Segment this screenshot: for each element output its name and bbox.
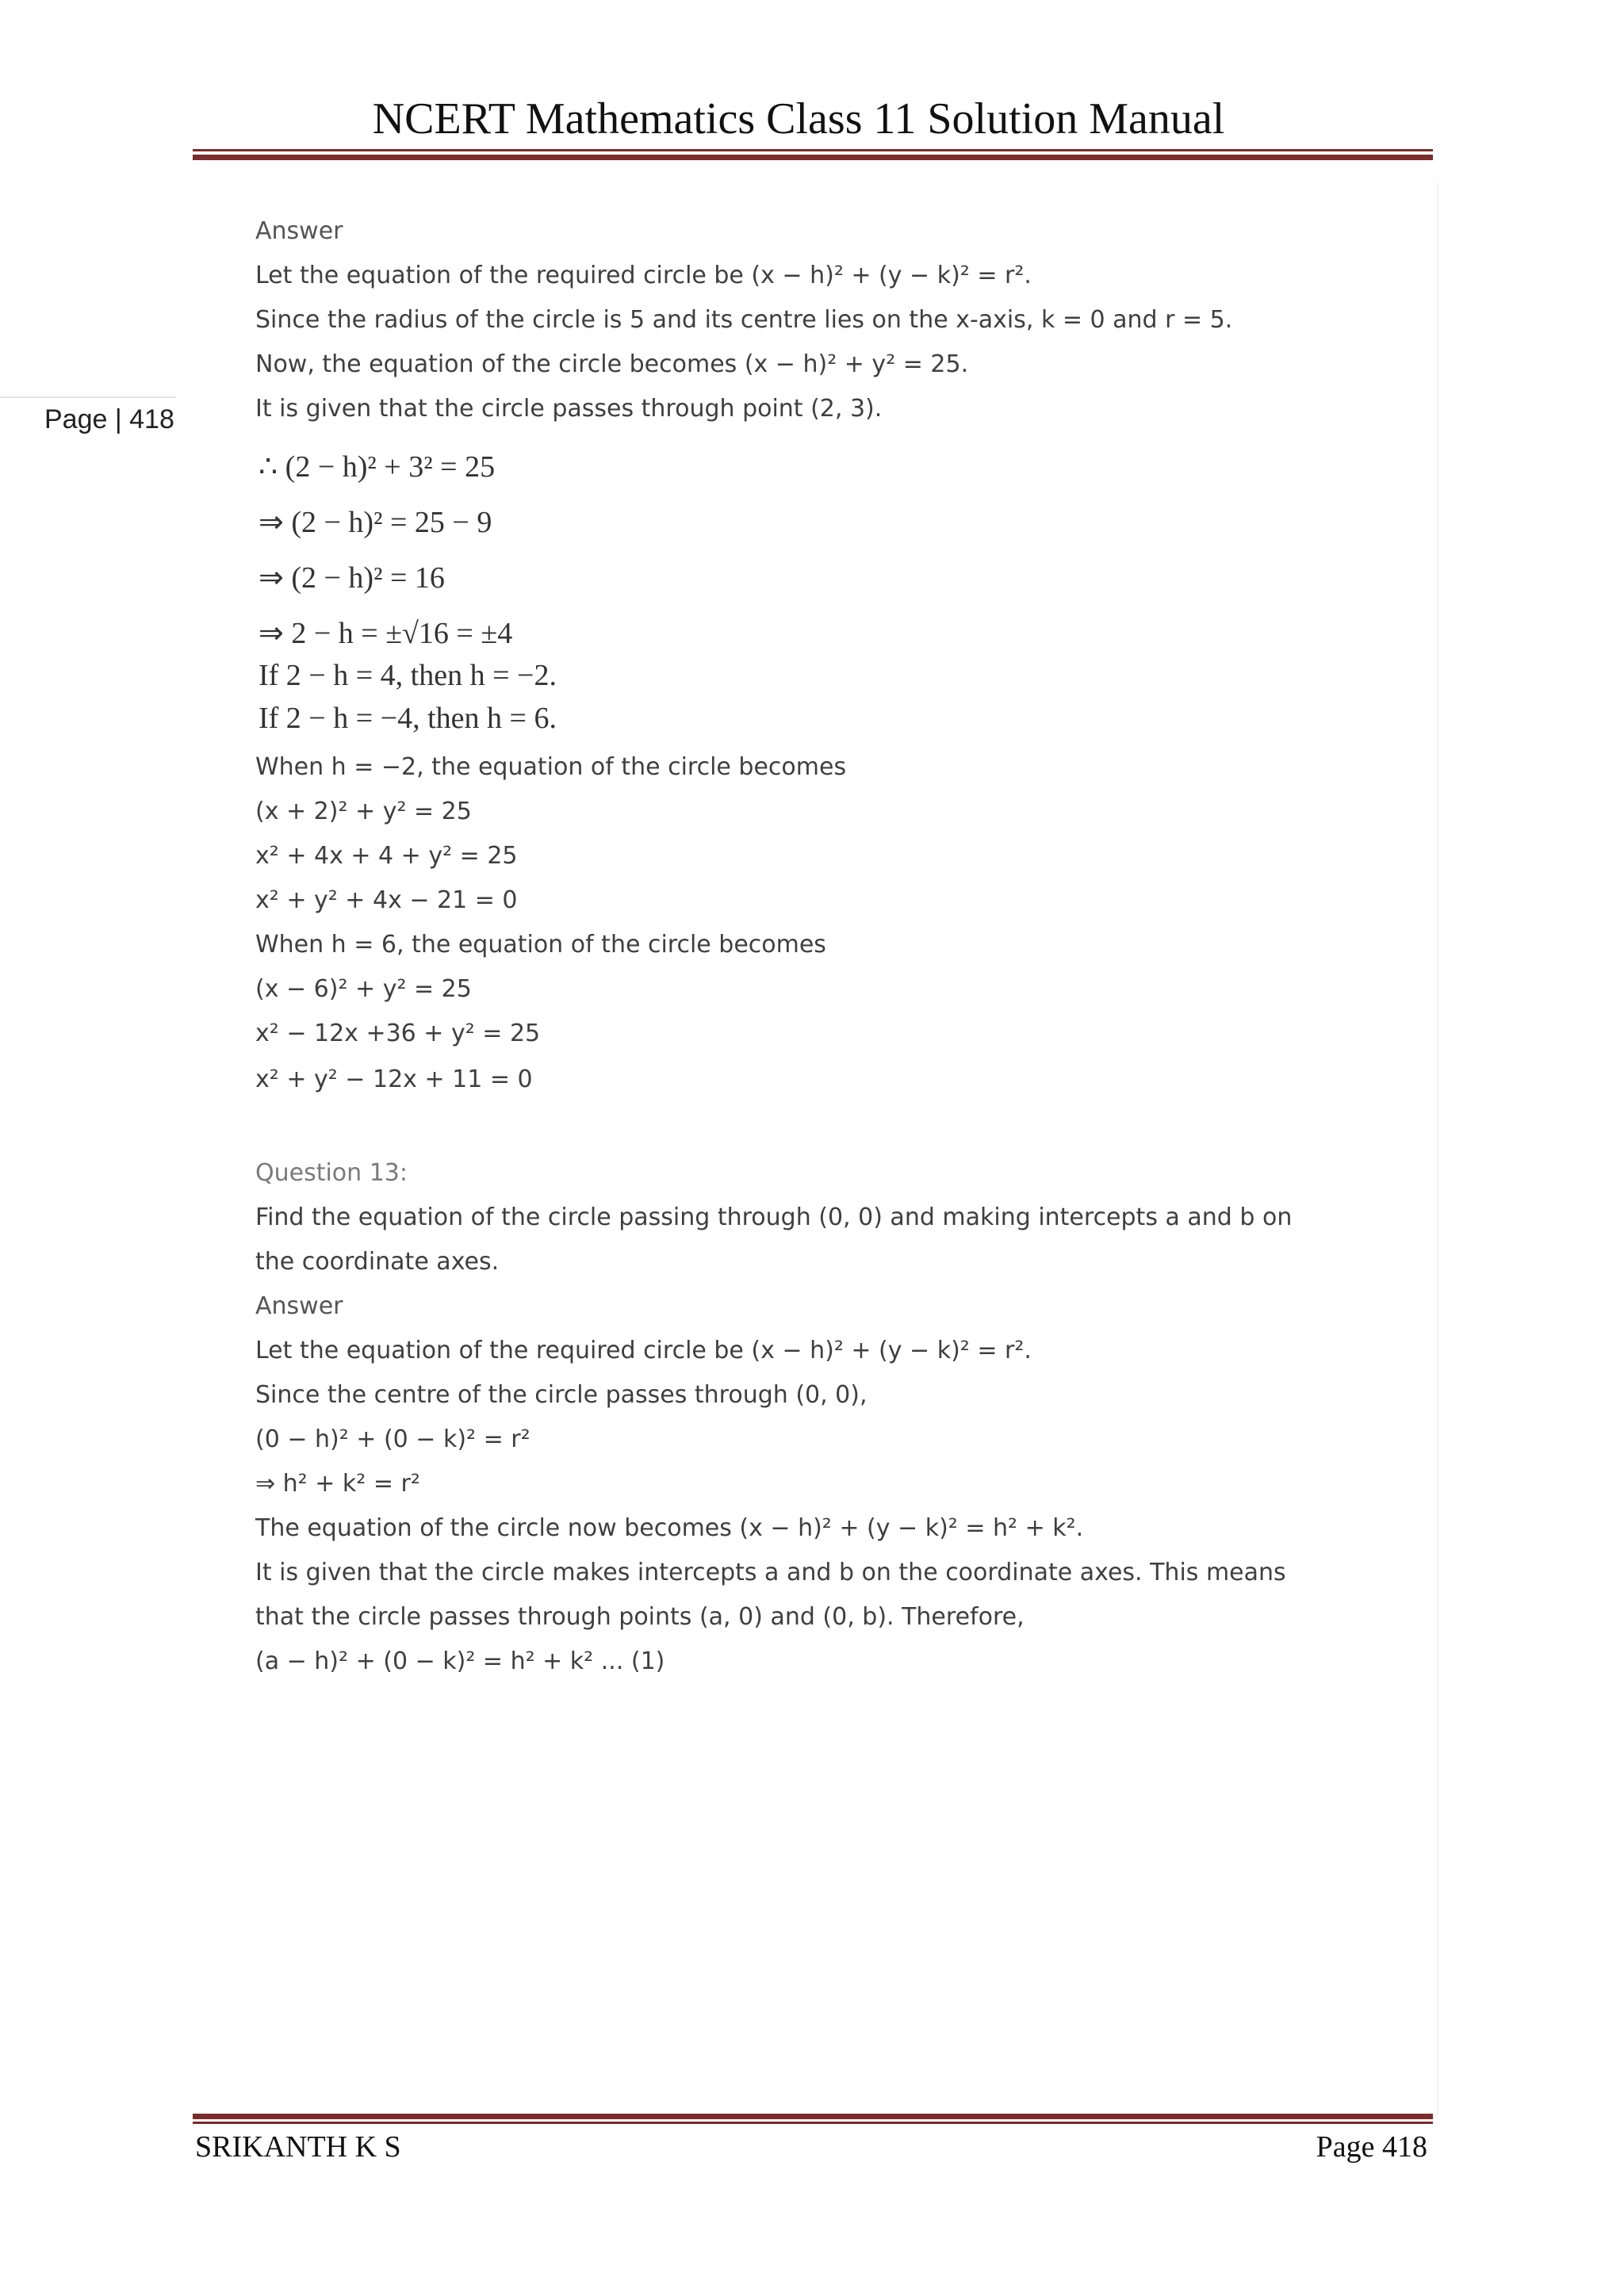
equation-line: x² − 12x +36 + y² = 25 bbox=[255, 1020, 541, 1047]
math-step: ⇒ (2 − h)² = 16 bbox=[259, 561, 445, 595]
footer-author: SRIKANTH K S bbox=[195, 2130, 401, 2164]
scan-edge-line bbox=[1437, 182, 1438, 2117]
text-line: Let the equation of the required circle be (x − h)² + (y − k)² = r². bbox=[255, 262, 1032, 289]
math-step: ⇒ 2 − h = ±√16 = ±4 bbox=[259, 617, 513, 650]
text-line: When h = 6, the equation of the circle becomes bbox=[255, 931, 826, 959]
answer-label: Answer bbox=[255, 1292, 343, 1320]
equation-line: (0 − h)² + (0 − k)² = r² bbox=[255, 1425, 530, 1453]
question-label: Question 13: bbox=[255, 1159, 408, 1187]
text-line: Since the radius of the circle is 5 and its centre lies on the x-axis, k = 0 and r = 5. bbox=[255, 306, 1233, 334]
equation-line: (a − h)² + (0 − k)² = h² + k² ... (1) bbox=[255, 1647, 665, 1675]
text-line: When h = −2, the equation of the circle becomes bbox=[255, 753, 847, 781]
text-line: It is given that the circle makes intercepts a and b on the coordinate axes. This means bbox=[255, 1559, 1286, 1586]
text-line: Now, the equation of the circle becomes (x − h)² + y² = 25. bbox=[255, 350, 969, 378]
text-line: It is given that the circle passes through point (2, 3). bbox=[255, 395, 883, 423]
math-step: ⇒ (2 − h)² = 25 − 9 bbox=[259, 506, 492, 539]
equation-line: (x − 6)² + y² = 25 bbox=[255, 975, 472, 1003]
equation-line: (x + 2)² + y² = 25 bbox=[255, 798, 472, 825]
footer-page-number: Page 418 bbox=[1316, 2130, 1427, 2164]
question-text: Find the equation of the circle passing through (0, 0) and making intercepts a and b on bbox=[255, 1203, 1293, 1231]
equation-line: x² + y² − 12x + 11 = 0 bbox=[255, 1066, 533, 1093]
text-line: Let the equation of the required circle be (x − h)² + (y − k)² = r². bbox=[255, 1337, 1032, 1364]
text-line: The equation of the circle now becomes (x − h)² + (y − k)² = h² + k². bbox=[255, 1514, 1084, 1542]
text-line: that the circle passes through points (a, 0) and (0, b). Therefore, bbox=[255, 1603, 1025, 1631]
page-header-title: NCERT Mathematics Class 11 Solution Manual bbox=[372, 94, 1225, 144]
equation-line: ⇒ h² + k² = r² bbox=[255, 1470, 420, 1498]
text-line: Since the centre of the circle passes through (0, 0), bbox=[255, 1381, 868, 1409]
math-step: If 2 − h = 4, then h = −2. bbox=[259, 659, 557, 692]
footer-rule-thin bbox=[193, 2122, 1433, 2124]
side-divider bbox=[0, 396, 176, 398]
math-step: ∴ (2 − h)² + 3² = 25 bbox=[259, 450, 496, 484]
header-rule-thin bbox=[193, 149, 1433, 151]
equation-line: x² + 4x + 4 + y² = 25 bbox=[255, 842, 518, 870]
side-page-label: Page | 418 bbox=[44, 404, 174, 434]
question-text: the coordinate axes. bbox=[255, 1248, 500, 1276]
header-rule-thick bbox=[193, 155, 1433, 160]
math-step: If 2 − h = −4, then h = 6. bbox=[259, 702, 557, 735]
equation-line: x² + y² + 4x − 21 = 0 bbox=[255, 886, 518, 914]
footer-rule-thick bbox=[193, 2114, 1433, 2119]
answer-label: Answer bbox=[255, 217, 343, 245]
